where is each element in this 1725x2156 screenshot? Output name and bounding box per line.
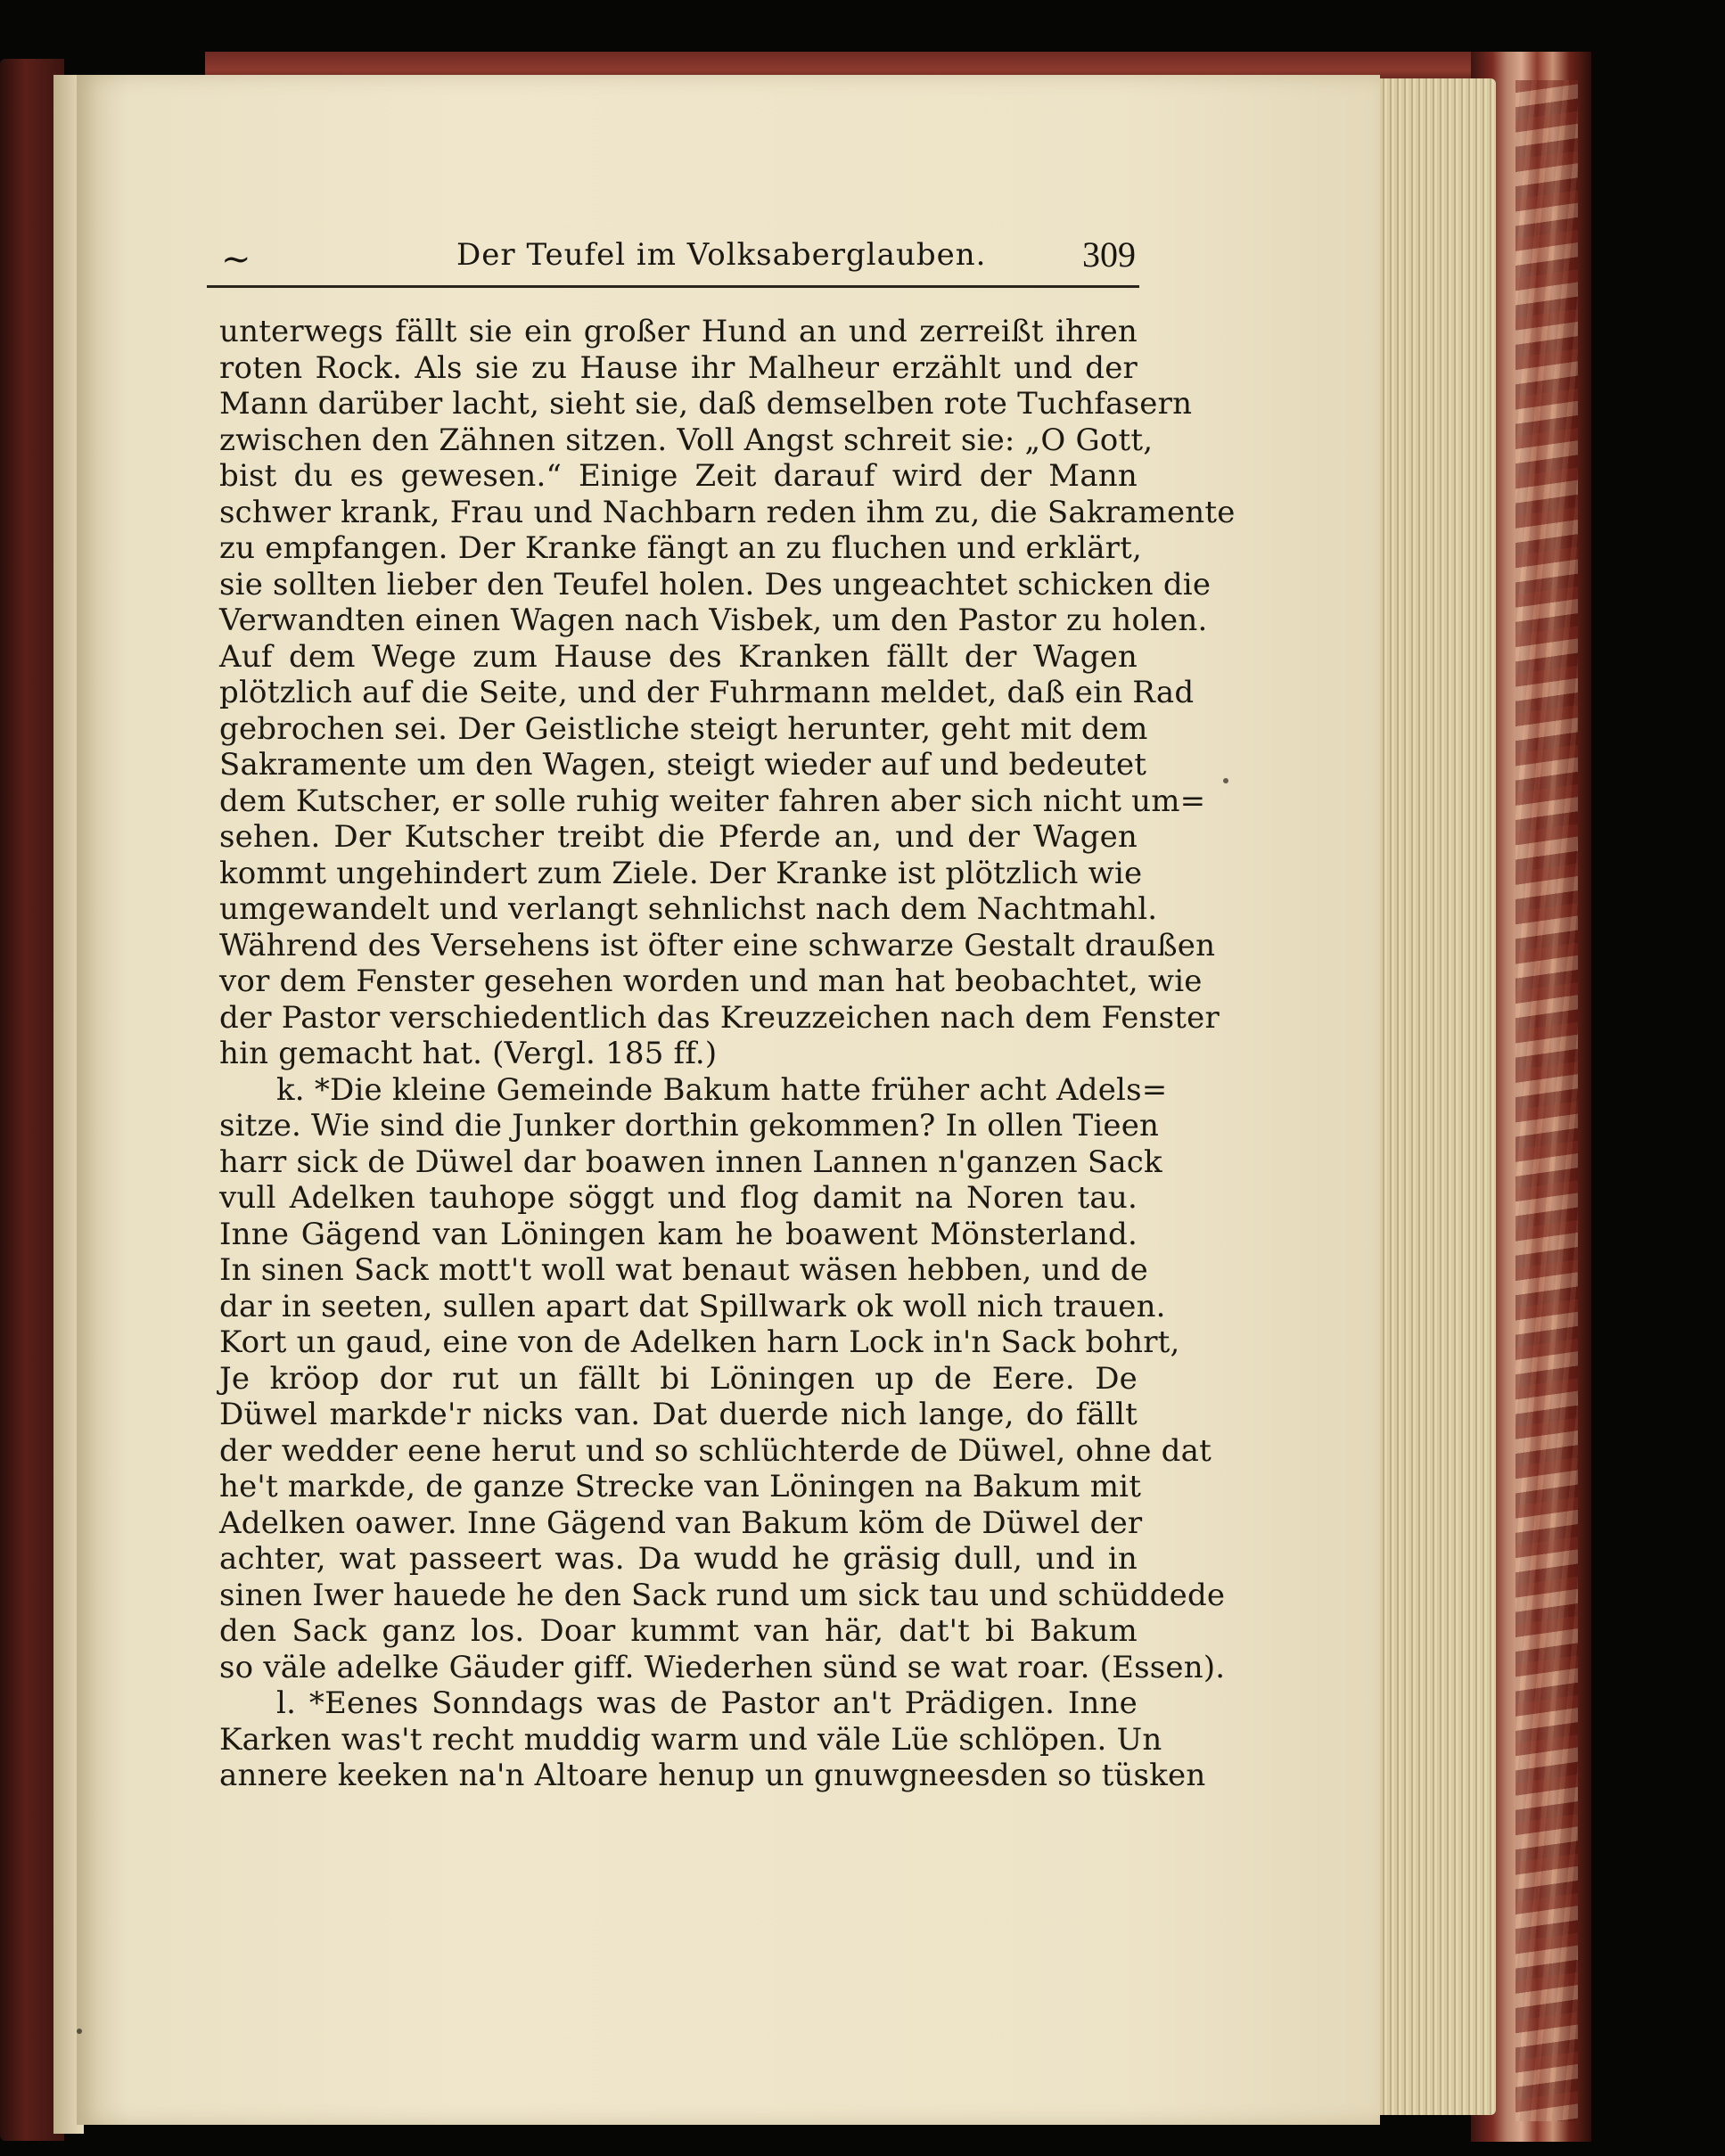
page-number: 309 (1082, 234, 1136, 275)
text-line: schwer krank, Frau und Nachbarn reden ihm zu, die Sakramente (219, 494, 1236, 530)
marbled-endpaper (1516, 80, 1578, 2121)
text-line: der wedder eene herut und so schlüchterde de Düwel, ohne dat (219, 1432, 1212, 1469)
running-title: Der Teufel im Volksaberglauben. (456, 237, 987, 273)
text-line: Je kröop dor rut un fällt bi Löningen up de Eere. De (219, 1360, 1138, 1397)
text-line: der Pastor verschiedentlich das Kreuzzeichen nach dem Fenster (219, 999, 1220, 1036)
text-line: Verwandten einen Wagen nach Visbek, um den Pastor zu holen. (219, 603, 1208, 638)
text-line: Karken was't recht muddig warm und väle Lüe schlöpen. Un (219, 1721, 1162, 1758)
header-mark: ~ (221, 239, 251, 280)
text-line: so väle adelke Gäuder giff. Wiederhen sünd se wat roar. (Essen). (219, 1649, 1226, 1685)
text-line: Mann darüber lacht, sieht sie, daß demselben rote Tuchfasern (219, 386, 1193, 422)
text-line: vull Adelken tauhope söggt und flog damit na Noren tau. (219, 1180, 1138, 1216)
text-line: vor dem Fenster gesehen worden und man hat beobachtet, wie (219, 963, 1203, 999)
text-line: sie sollten lieber den Teufel holen. Des ungeachtet schicken die (219, 566, 1212, 603)
text-line: he't markde, de ganze Strecke van Löningen na Bakum mit (219, 1469, 1142, 1504)
text-line: den Sack ganz los. Doar kummt van här, dat't bi Bakum (219, 1613, 1138, 1649)
text-line: harr sick de Düwel dar boawen innen Lannen n'ganzen Sack (219, 1144, 1162, 1180)
text-line: bist du es gewesen.“ Einige Zeit darauf wird der Mann (219, 458, 1138, 494)
text-line: Inne Gägend van Löningen kam he boawent Mönsterland. (219, 1216, 1138, 1252)
text-line: zwischen den Zähnen sitzen. Voll Angst schreit sie: „O Gott, (219, 422, 1154, 458)
text-line: roten Rock. Als sie zu Hause ihr Malheur erzählt und der (219, 349, 1138, 386)
text-line: l. *Eenes Sonndags was de Pastor an't Prädigen. Inne (276, 1685, 1138, 1721)
body-text (219, 314, 1236, 1794)
text-line: dar in seeten, sullen apart dat Spillwark ok woll nich trauen. (219, 1288, 1166, 1324)
page-header (216, 234, 1141, 283)
text-line: annere keeken na'n Altoare henup un gnuwgneesden so tüsken (219, 1758, 1206, 1793)
text-line: sehen. Der Kutscher treibt die Pferde an, und der Wagen (219, 819, 1138, 855)
text-line: hin gemacht hat. (Vergl. 185 ff.) (219, 1036, 718, 1071)
text-line: umgewandelt und verlangt sehnlichst nach dem Nachtmahl. (219, 891, 1158, 927)
text-line: In sinen Sack mott't woll wat benaut wäsen hebben, und de (219, 1252, 1148, 1288)
text-line: unterwegs fällt sie ein großer Hund an und zerreißt ihren (219, 314, 1138, 349)
text-line: sitze. Wie sind die Junker dorthin gekommen? In ollen Tieen (219, 1108, 1160, 1144)
text-line: zu empfangen. Der Kranke fängt an zu fluchen und erklärt, (219, 530, 1143, 566)
text-line: Während des Versehens ist öfter eine schwarze Gestalt draußen (219, 927, 1216, 963)
text-line: Auf dem Wege zum Hause des Kranken fällt der Wagen (219, 638, 1138, 675)
text-line: Sakramente um den Wagen, steigt wieder auf und bedeutet (219, 747, 1147, 783)
text-line: Düwel markde'r nicks van. Dat duerde nich lange, do fällt (219, 1397, 1138, 1432)
text-line: sinen Iwer hauede he den Sack rund um sick tau und schüddede (219, 1577, 1226, 1613)
page-speck (77, 2029, 82, 2034)
text-line: Kort un gaud, eine von de Adelken harn Lock in'n Sack bohrt, (219, 1324, 1180, 1360)
text-line: achter, wat passeert was. Da wudd he gräsig dull, und in (219, 1541, 1138, 1577)
text-line: plötzlich auf die Seite, und der Fuhrmann meldet, daß ein Rad (219, 675, 1195, 710)
text-line: dem Kutscher, er solle ruhig weiter fahren aber sich nicht um= (219, 783, 1206, 819)
text-line: Adelken oawer. Inne Gägend van Bakum köm de Düwel der (219, 1504, 1143, 1541)
text-line: k. *Die kleine Gemeinde Bakum hatte früher acht Adels= (276, 1071, 1168, 1108)
text-line: gebrochen sei. Der Geistliche steigt herunter, geht mit dem (219, 710, 1148, 747)
page-fore-edge (1380, 78, 1496, 2115)
text-line: kommt ungehindert zum Ziele. Der Kranke ist plötzlich wie (219, 855, 1143, 891)
page-speck (1223, 778, 1228, 783)
header-rule (207, 285, 1139, 288)
